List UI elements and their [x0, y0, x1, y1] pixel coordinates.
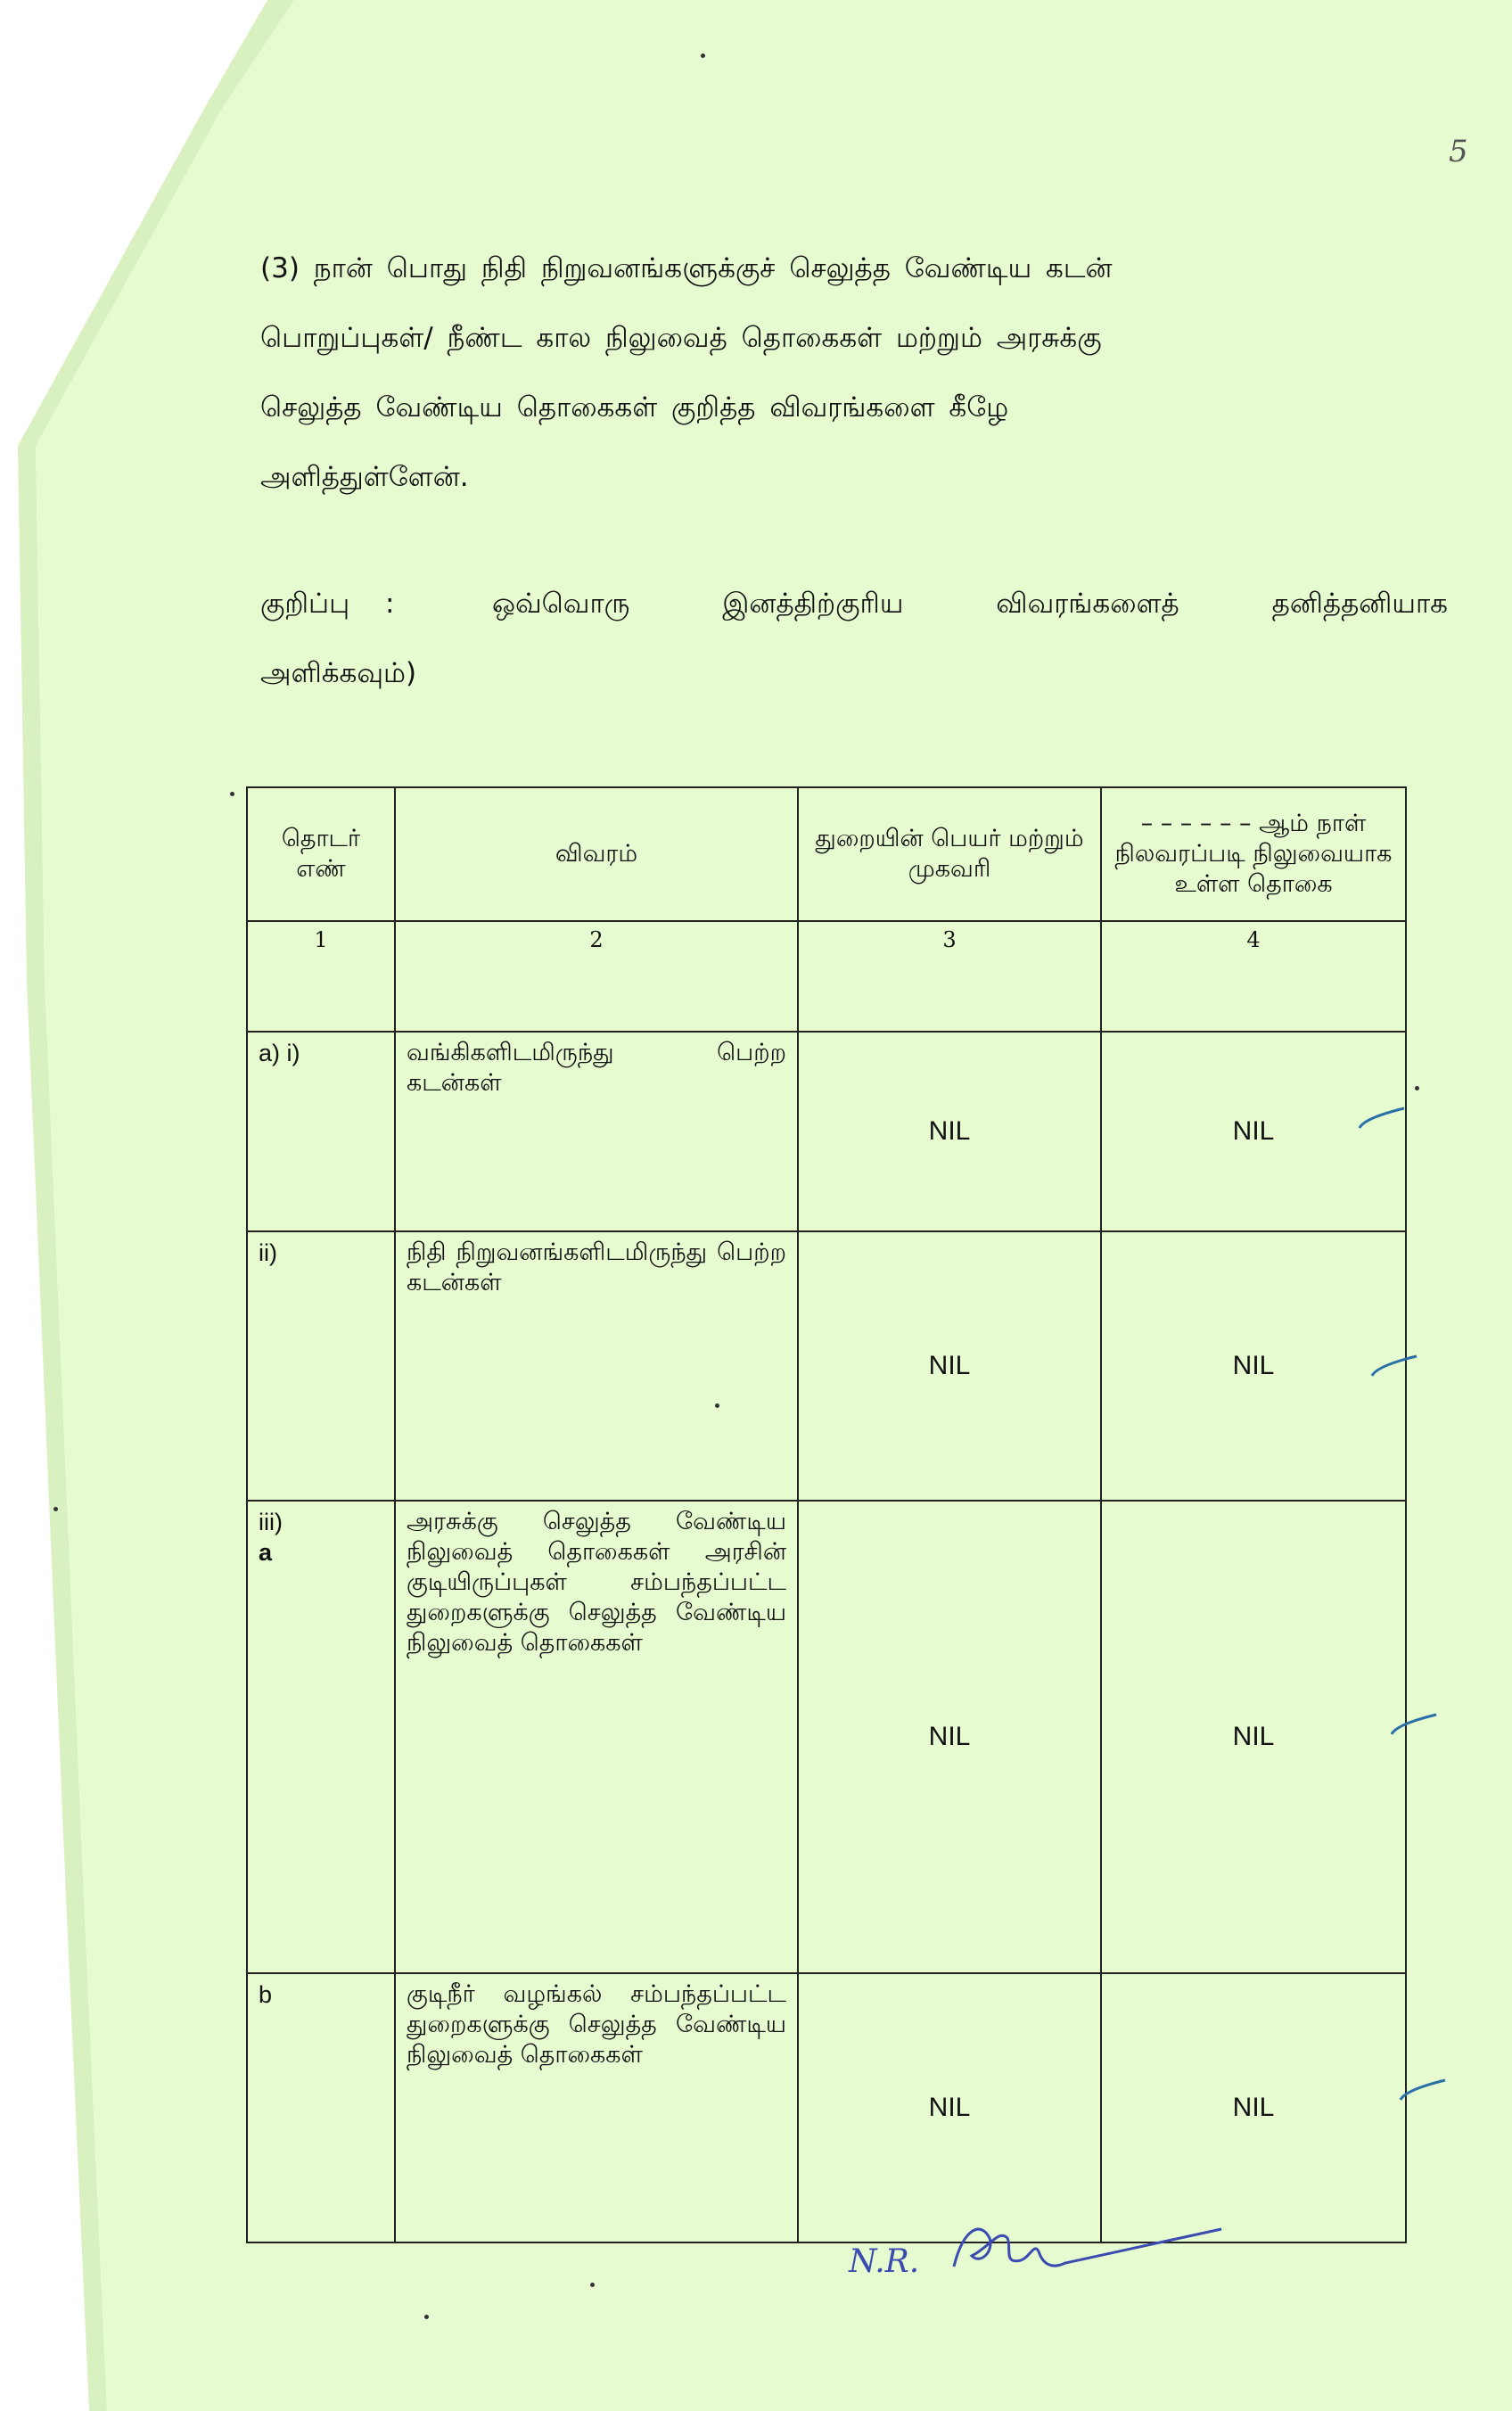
- row-index: a) i): [247, 1032, 395, 1231]
- row-department: NIL: [798, 1231, 1101, 1501]
- row-index: b: [247, 1973, 395, 2242]
- table-row: [247, 1501, 1406, 1973]
- column-number-row: [247, 921, 1406, 1032]
- note-colon: :: [385, 588, 395, 620]
- scan-speck: [424, 2315, 429, 2319]
- intro-line: (3) நான் பொது நிதி நிறுவனங்களுக்குச் செலுத்த வேண்டிய கடன்: [260, 252, 1113, 284]
- tick-mark-icon: [1396, 2078, 1450, 2104]
- row-amount: NIL: [1101, 1973, 1406, 2242]
- row-department: NIL: [798, 1973, 1101, 2242]
- liabilities-table: [246, 786, 1407, 2243]
- intro-line: செலுத்த வேண்டிய தொகைகள் குறித்த விவரங்களை கீழே: [260, 391, 1009, 424]
- row-amount: NIL: [1101, 1501, 1406, 1973]
- page-number: 5: [1449, 134, 1468, 169]
- table-row: [247, 1973, 1406, 2242]
- row-description: வங்கிகளிடமிருந்து பெற்ற கடன்கள்: [395, 1032, 798, 1231]
- scan-speck: [701, 53, 705, 58]
- table-row: [247, 1231, 1406, 1501]
- header-amount: – – – – – – ஆம் நாள் நிலவரப்படி நிலுவையாக உள்ள தொகை: [1101, 787, 1406, 921]
- intro-paragraph: [260, 234, 1448, 512]
- column-number: 2: [395, 921, 798, 1032]
- note-label: குறிப்பு: [260, 588, 350, 620]
- intro-line: பொறுப்புகள்/ நீண்ட கால நிலுவைத் தொகைகள் மற்றும் அரசுக்கு: [260, 322, 1102, 354]
- row-description: குடிநீர் வழங்கல் சம்பந்தப்பட்ட துறைகளுக்கு செலுத்த வேண்டிய நிலுவைத் தொகைகள்: [395, 1973, 798, 2242]
- table-header-row: [247, 787, 1406, 921]
- row-index: iii): [259, 1509, 283, 1535]
- row-amount: NIL: [1101, 1231, 1406, 1501]
- column-number: 3: [798, 921, 1101, 1032]
- row-department: NIL: [798, 1501, 1101, 1973]
- note-text: ஒவ்வொரு இனத்திற்குரிய விவரங்களைத் தனித்தனியாக: [492, 588, 1448, 620]
- scan-speck: [590, 2283, 595, 2287]
- note-block: [260, 569, 1448, 708]
- row-sub-index: a: [259, 1539, 273, 1566]
- header-serial: தொடர் எண்: [247, 787, 395, 921]
- row-index-cell: [247, 1501, 395, 1973]
- row-description: நிதி நிறுவனங்களிடமிருந்து பெற்ற கடன்கள்: [395, 1231, 798, 1501]
- tick-mark-icon: [1355, 1106, 1409, 1132]
- row-index: ii): [247, 1231, 395, 1501]
- scan-speck: [1415, 1086, 1419, 1090]
- scan-speck: [715, 1403, 719, 1408]
- column-number: 4: [1101, 921, 1406, 1032]
- tick-mark-icon: [1368, 1354, 1421, 1380]
- signature-initials: N.R.: [849, 2243, 920, 2280]
- header-description: விவரம்: [395, 787, 798, 921]
- header-department: துறையின் பெயர் மற்றும் முகவரி: [798, 787, 1101, 921]
- note-text-continued: அளிக்கவும்): [260, 657, 417, 689]
- scan-speck: [230, 792, 234, 796]
- intro-line: அளித்துள்ளேன்.: [260, 461, 469, 493]
- row-description: அரசுக்கு செலுத்த வேண்டிய நிலுவைத் தொகைகள் அரசின் குடியிருப்புகள் சம்பந்தப்பட்ட துறைகளுக்கு செலுத்த வேண்டிய நிலுவைத் தொகைகள்: [395, 1501, 798, 1973]
- scan-speck: [53, 1507, 58, 1511]
- table-row: [247, 1032, 1406, 1231]
- row-department: NIL: [798, 1032, 1101, 1231]
- row-amount: NIL: [1101, 1032, 1406, 1231]
- signature-icon: [847, 2211, 1230, 2292]
- column-number: 1: [247, 921, 395, 1032]
- tick-mark-icon: [1387, 1712, 1441, 1739]
